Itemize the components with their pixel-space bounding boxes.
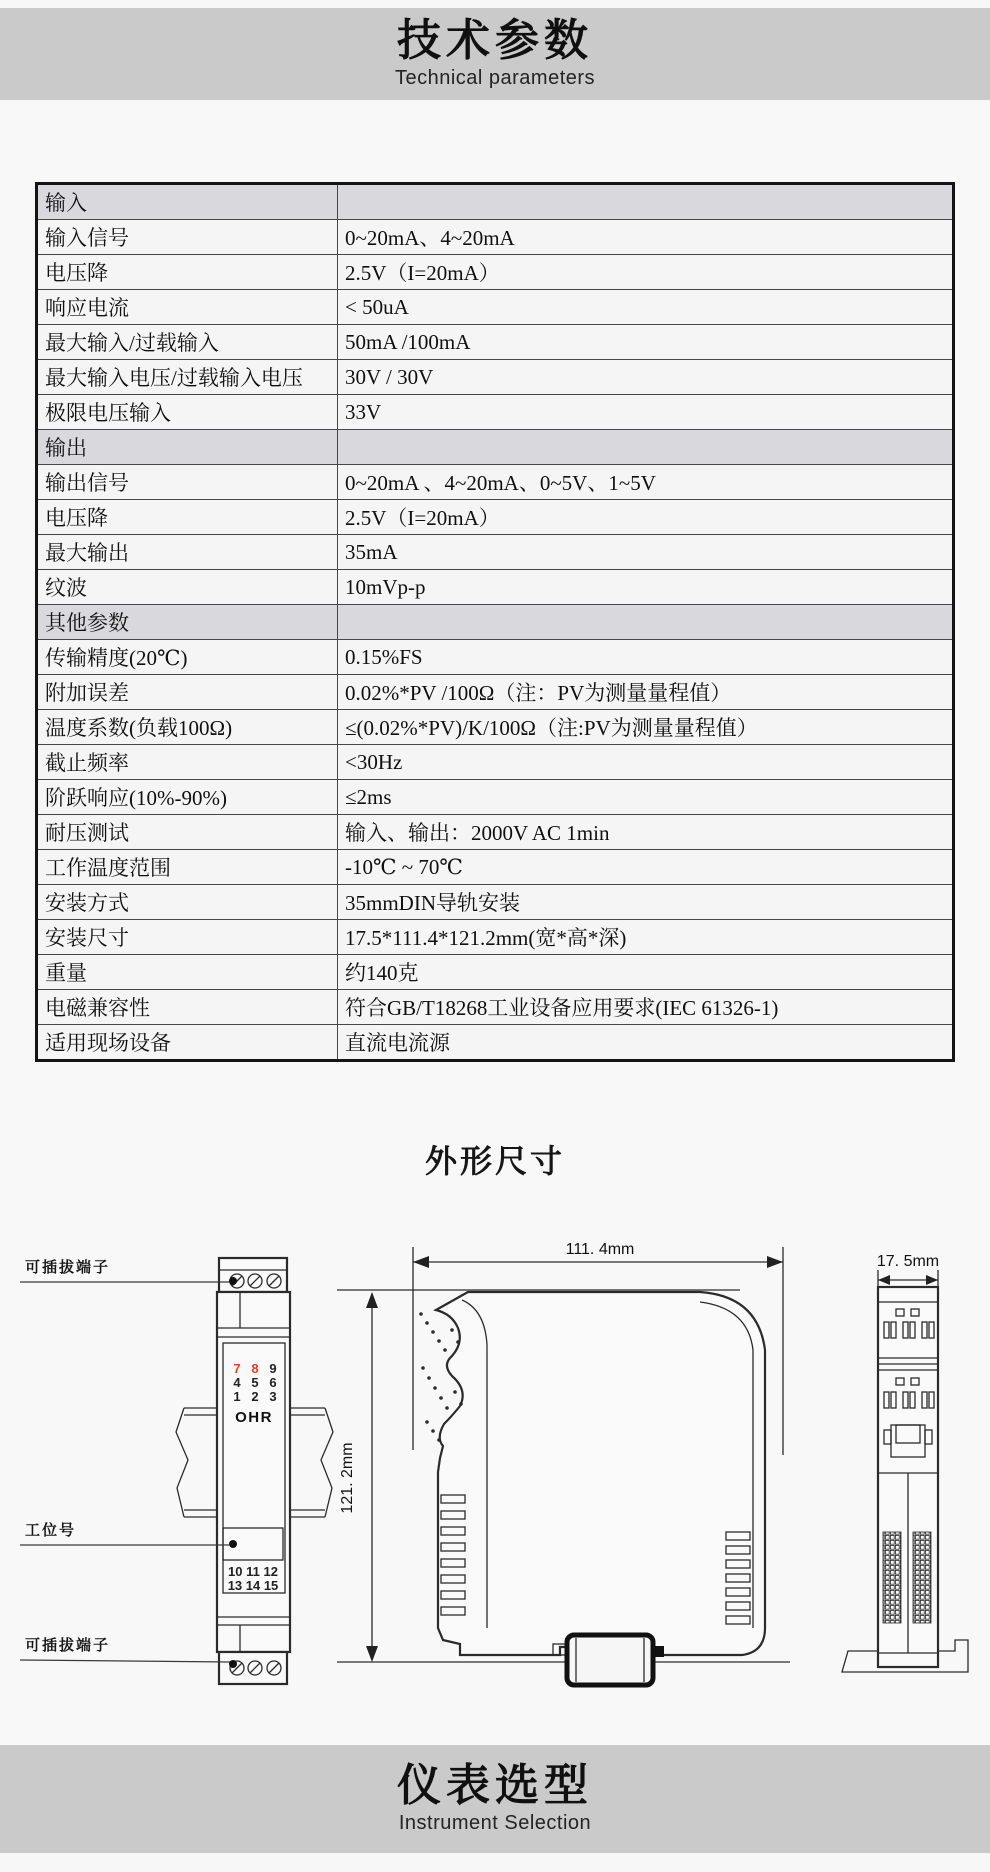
din-clip-lock [567, 1635, 653, 1685]
spec-row [37, 290, 954, 325]
terminal-pin-numbers-bottom [228, 1564, 279, 1593]
spec-row [37, 255, 954, 290]
spec-row [37, 955, 954, 990]
spec-label: 工作温度范围 [37, 850, 338, 885]
spec-value: 0.02%*PV /100Ω（注：PV为测量量程值） [338, 675, 954, 710]
station-dot [229, 1540, 237, 1548]
spec-value: 约140克 [338, 955, 954, 990]
dimensions-title: 外形尺寸 [424, 1143, 565, 1179]
footer-subtitle: Instrument Selection [398, 1811, 592, 1834]
spec-row [37, 220, 954, 255]
drawings-svg [0, 1210, 990, 1740]
spec-label: 传输精度(20℃) [37, 640, 338, 675]
dim-height-111-label: 111. 4mm [565, 1241, 635, 1258]
spec-row [37, 780, 954, 815]
pin-9: 9 [269, 1361, 277, 1376]
spec-row [37, 465, 954, 500]
page-title: 技术参数 [397, 16, 593, 66]
spec-value: 33V [338, 395, 954, 430]
spec-section-row [37, 184, 954, 220]
spec-value: 0.15%FS [338, 640, 954, 675]
spec-value [338, 605, 954, 640]
spec-label: 电压降 [37, 255, 338, 290]
spec-value: 符合GB/T18268工业设备应用要求(IEC 61326-1) [338, 990, 954, 1025]
spec-value: -10℃ ~ 70℃ [338, 850, 954, 885]
spec-value: 35mmDIN导轨安装 [338, 885, 954, 920]
spec-row [37, 885, 954, 920]
spec-label: 附加误差 [37, 675, 338, 710]
dim-width-17-label: 17. 5mm [876, 1253, 940, 1270]
pins-10-11-12: 10 11 12 [228, 1564, 278, 1579]
front-view-drawing [20, 1258, 333, 1684]
spec-label: 安装方式 [37, 885, 338, 920]
spec-label: 电压降 [37, 500, 338, 535]
spec-value [338, 184, 954, 220]
spec-row [37, 500, 954, 535]
spec-value: 直流电流源 [338, 1025, 954, 1061]
spec-table-section [35, 182, 955, 1062]
spec-section-row [37, 430, 954, 465]
spec-label: 耐压测试 [37, 815, 338, 850]
spec-label: 最大输入电压/过载输入电压 [37, 360, 338, 395]
dimension-drawings [0, 1210, 990, 1740]
spec-value: ≤(0.02%*PV)/K/100Ω（注:PV为测量量程值） [338, 710, 954, 745]
spec-value: 输入、输出：2000V AC 1min [338, 815, 954, 850]
spec-row [37, 675, 954, 710]
terminal-pin-numbers-top [233, 1361, 276, 1404]
spec-label: 阶跃响应(10%-90%) [37, 780, 338, 815]
spec-row [37, 745, 954, 780]
instrument-selection-header [0, 1745, 990, 1853]
dim-depth-121-label: 121. 2mm [339, 1442, 356, 1514]
spec-label: 极限电压输入 [37, 395, 338, 430]
spec-row [37, 850, 954, 885]
spec-row [37, 570, 954, 605]
spec-row [37, 990, 954, 1025]
spec-value: 10mVp-p [338, 570, 954, 605]
spec-label: 电磁兼容性 [37, 990, 338, 1025]
spec-table-body [37, 184, 954, 1061]
page-subtitle: Technical parameters [394, 66, 596, 89]
spec-label: 输入 [37, 184, 338, 220]
pluggable-terminal-label-bottom: 可插拔端子 [25, 1637, 111, 1654]
spec-row [37, 395, 954, 430]
spec-value [338, 430, 954, 465]
station-number-label: 工位号 [25, 1522, 77, 1539]
spec-value: 30V / 30V [338, 360, 954, 395]
spec-row [37, 535, 954, 570]
pin-6: 6 [269, 1375, 277, 1390]
spec-label: 响应电流 [37, 290, 338, 325]
spec-value: 0~20mA、4~20mA [338, 220, 954, 255]
spec-value: 17.5*111.4*121.2mm(宽*高*深) [338, 920, 954, 955]
spec-section-row [37, 605, 954, 640]
spec-row [37, 1025, 954, 1061]
pin-3: 3 [269, 1389, 277, 1404]
spec-row [37, 640, 954, 675]
spec-value: 2.5V（I=20mA） [338, 500, 954, 535]
spec-row [37, 920, 954, 955]
pin-1: 1 [233, 1389, 241, 1404]
bottom-terminal-screws [230, 1661, 281, 1675]
footer-title: 仪表选型 [397, 1761, 593, 1811]
pin-4: 4 [233, 1375, 241, 1390]
spec-label: 重量 [37, 955, 338, 990]
spec-value: < 50uA [338, 290, 954, 325]
pluggable-terminal-label-top: 可插拔端子 [25, 1259, 111, 1276]
spec-row [37, 325, 954, 360]
spec-label: 输出信号 [37, 465, 338, 500]
spec-label: 适用现场设备 [37, 1025, 338, 1061]
spec-value: 0~20mA 、4~20mA、0~5V、1~5V [338, 465, 954, 500]
end-view-drawing [842, 1253, 968, 1672]
spec-row [37, 710, 954, 745]
end-vent-grid-right [913, 1532, 931, 1623]
spec-table [35, 182, 955, 1062]
spec-label: 输出 [37, 430, 338, 465]
spec-value: ≤2ms [338, 780, 954, 815]
spec-value: 35mA [338, 535, 954, 570]
spec-label: 最大输入/过载输入 [37, 325, 338, 360]
spec-label: 输入信号 [37, 220, 338, 255]
spec-label: 最大输出 [37, 535, 338, 570]
spec-label: 其他参数 [37, 605, 338, 640]
spec-row [37, 360, 954, 395]
pin-2: 2 [251, 1389, 259, 1404]
spec-value: 50mA /100mA [338, 325, 954, 360]
pins-13-14-15: 13 14 15 [227, 1578, 279, 1593]
technical-parameters-header [0, 8, 990, 100]
brand-logo: OHR [235, 1409, 273, 1426]
spec-label: 纹波 [37, 570, 338, 605]
spec-value: 2.5V（I=20mA） [338, 255, 954, 290]
spec-label: 安装尺寸 [37, 920, 338, 955]
spec-row [37, 815, 954, 850]
pin-8: 8 [251, 1361, 259, 1376]
spec-label: 温度系数(负载100Ω) [37, 710, 338, 745]
pin-7: 7 [233, 1361, 241, 1376]
top-terminal-screws [230, 1274, 281, 1288]
side-view-drawing [337, 1241, 790, 1685]
end-vent-grid-left [883, 1532, 901, 1623]
spec-value: <30Hz [338, 745, 954, 780]
pin-5: 5 [251, 1375, 259, 1390]
spec-label: 截止频率 [37, 745, 338, 780]
